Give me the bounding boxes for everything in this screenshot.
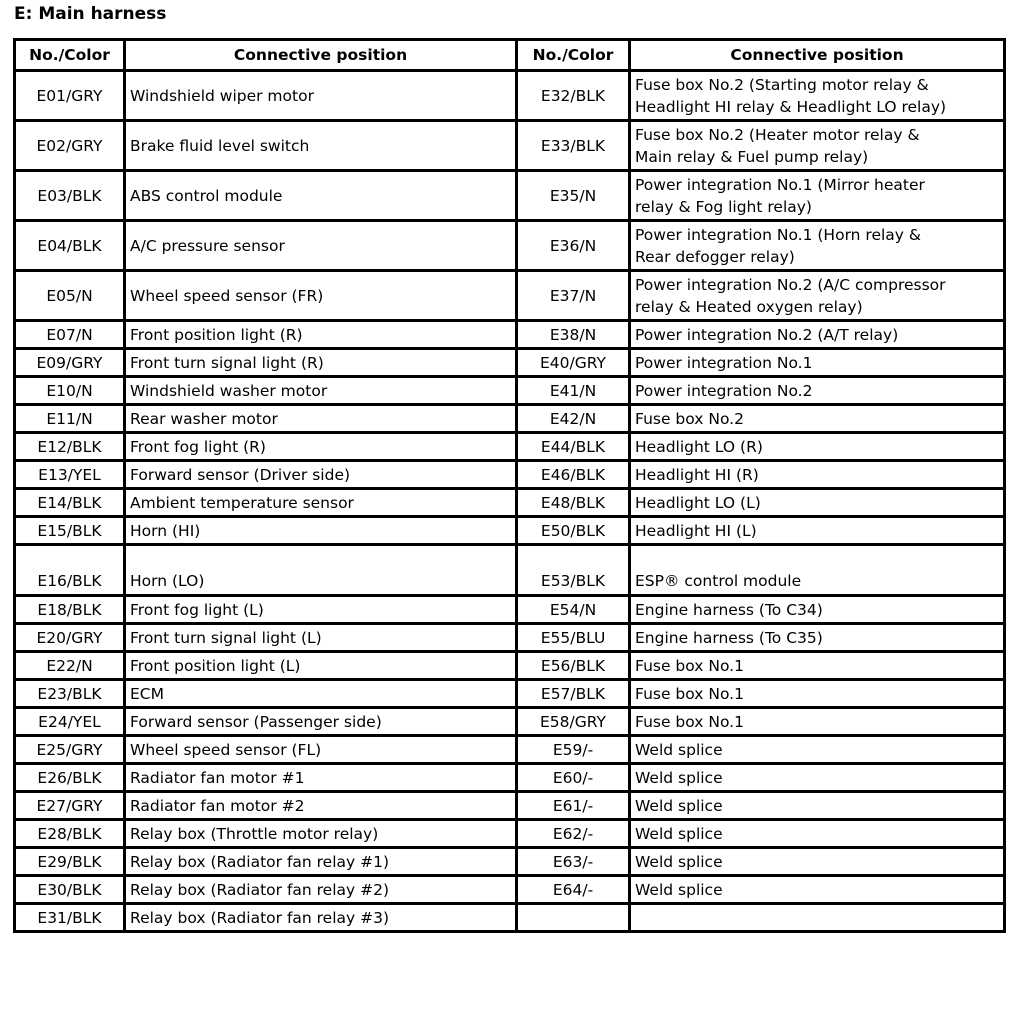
connective-position [630, 221, 1005, 271]
connector-number-color: E33/BLK [517, 121, 630, 171]
table-row [15, 121, 1005, 171]
position-line: Main relay & Fuel pump relay) [635, 147, 869, 166]
position-line: Weld splice [635, 880, 723, 899]
connective-position: Wheel speed sensor (FL) [125, 736, 517, 764]
connector-number-color: E11/N [15, 405, 125, 433]
position-line: Engine harness (To C35) [635, 628, 823, 647]
connective-position: Horn (HI) [125, 517, 517, 545]
table-row [15, 321, 1005, 349]
connector-number-color: E12/BLK [15, 433, 125, 461]
table-row [15, 820, 1005, 848]
connective-position: Horn (LO) [125, 545, 517, 596]
connective-position [630, 680, 1005, 708]
connector-number-color: E28/BLK [15, 820, 125, 848]
connective-position [630, 764, 1005, 792]
connector-number-color: E40/GRY [517, 349, 630, 377]
connector-number-color: E64/- [517, 876, 630, 904]
connector-number-color: E38/N [517, 321, 630, 349]
connector-number-color: E61/- [517, 792, 630, 820]
connector-number-color: E03/BLK [15, 171, 125, 221]
connector-number-color: E53/BLK [517, 545, 630, 596]
connector-table [13, 38, 1006, 933]
connective-position [630, 545, 1005, 596]
connective-position: A/C pressure sensor [125, 221, 517, 271]
table-row [15, 848, 1005, 876]
connector-number-color: E24/YEL [15, 708, 125, 736]
position-line: Fuse box No.2 [635, 409, 744, 428]
table-row [15, 624, 1005, 652]
table-row [15, 596, 1005, 624]
connective-position [630, 321, 1005, 349]
connective-position [630, 848, 1005, 876]
connector-number-color: E44/BLK [517, 433, 630, 461]
connective-position [630, 71, 1005, 121]
connector-number-color: E18/BLK [15, 596, 125, 624]
connector-number-color: E56/BLK [517, 652, 630, 680]
connector-number-color: E36/N [517, 221, 630, 271]
connector-number-color: E62/- [517, 820, 630, 848]
connective-position: ECM [125, 680, 517, 708]
position-line: Weld splice [635, 852, 723, 871]
connective-position: Relay box (Radiator fan relay #1) [125, 848, 517, 876]
column-header-no-color: No./Color [517, 40, 630, 71]
connective-position: Windshield washer motor [125, 377, 517, 405]
position-line: Weld splice [635, 796, 723, 815]
table-row [15, 517, 1005, 545]
connective-position: Relay box (Radiator fan relay #3) [125, 904, 517, 932]
connective-position: Ambient temperature sensor [125, 489, 517, 517]
connector-number-color: E48/BLK [517, 489, 630, 517]
connector-number-color: E50/BLK [517, 517, 630, 545]
connector-number-color: E14/BLK [15, 489, 125, 517]
connective-position [630, 349, 1005, 377]
table-row [15, 349, 1005, 377]
connective-position [630, 736, 1005, 764]
connective-position: Rear washer motor [125, 405, 517, 433]
table-row [15, 876, 1005, 904]
connector-number-color: E59/- [517, 736, 630, 764]
position-line: Engine harness (To C34) [635, 600, 823, 619]
table-row [15, 652, 1005, 680]
connector-number-color: E05/N [15, 271, 125, 321]
position-line: Headlight LO (L) [635, 493, 761, 512]
connective-position: Front position light (R) [125, 321, 517, 349]
table-row [15, 377, 1005, 405]
connective-position [630, 489, 1005, 517]
position-line: Power integration No.1 (Mirror heater [635, 175, 925, 194]
connective-position [630, 461, 1005, 489]
connective-position [630, 792, 1005, 820]
table-row [15, 904, 1005, 932]
connective-position [630, 171, 1005, 221]
connective-position: Front fog light (L) [125, 596, 517, 624]
connector-number-color: E46/BLK [517, 461, 630, 489]
connective-position: Wheel speed sensor (FR) [125, 271, 517, 321]
connector-number-color: E13/YEL [15, 461, 125, 489]
connector-number-color: E30/BLK [15, 876, 125, 904]
connector-number-color: E02/GRY [15, 121, 125, 171]
connector-number-color: E35/N [517, 171, 630, 221]
connector-number-color: E27/GRY [15, 792, 125, 820]
connector-number-color: E20/GRY [15, 624, 125, 652]
connector-number-color: E57/BLK [517, 680, 630, 708]
table-row [15, 171, 1005, 221]
connective-position: Radiator fan motor #2 [125, 792, 517, 820]
position-line: Power integration No.2 (A/C compressor [635, 275, 946, 294]
connector-number-color: E15/BLK [15, 517, 125, 545]
connective-position: Front fog light (R) [125, 433, 517, 461]
column-header-connective-position: Connective position [125, 40, 517, 71]
connector-number-color: E25/GRY [15, 736, 125, 764]
position-line: Weld splice [635, 740, 723, 759]
connective-position [630, 624, 1005, 652]
table-row [15, 71, 1005, 121]
connector-number-color: E60/- [517, 764, 630, 792]
connective-position: Brake fluid level switch [125, 121, 517, 171]
position-line: Headlight HI (L) [635, 521, 757, 540]
column-header-no-color: No./Color [15, 40, 125, 71]
section-title: E: Main harness [14, 4, 167, 24]
position-line: Power integration No.1 [635, 353, 813, 372]
connective-position [630, 121, 1005, 171]
connector-number-color: E42/N [517, 405, 630, 433]
connector-number-color [517, 904, 630, 932]
table-row [15, 271, 1005, 321]
connective-position [630, 405, 1005, 433]
connector-number-color: E09/GRY [15, 349, 125, 377]
connector-number-color: E31/BLK [15, 904, 125, 932]
connective-position [630, 517, 1005, 545]
connector-number-color: E41/N [517, 377, 630, 405]
connective-position: Relay box (Radiator fan relay #2) [125, 876, 517, 904]
column-header-connective-position: Connective position [630, 40, 1005, 71]
connector-number-color: E23/BLK [15, 680, 125, 708]
connective-position [630, 433, 1005, 461]
connective-position: Forward sensor (Passenger side) [125, 708, 517, 736]
connective-position [630, 652, 1005, 680]
position-line: Fuse box No.2 (Heater motor relay & [635, 125, 920, 144]
connective-position: Relay box (Throttle motor relay) [125, 820, 517, 848]
table-row [15, 221, 1005, 271]
connective-position [630, 271, 1005, 321]
table-row [15, 405, 1005, 433]
connective-position [630, 377, 1005, 405]
connective-position: ABS control module [125, 171, 517, 221]
connector-number-color: E29/BLK [15, 848, 125, 876]
position-line: Fuse box No.1 [635, 712, 744, 731]
connective-position [630, 904, 1005, 932]
position-line: Headlight LO (R) [635, 437, 763, 456]
table-row [15, 736, 1005, 764]
position-line: Rear defogger relay) [635, 247, 795, 266]
position-line: Headlight HI (R) [635, 465, 759, 484]
connector-number-color: E01/GRY [15, 71, 125, 121]
connective-position [630, 596, 1005, 624]
connective-position [630, 708, 1005, 736]
connector-number-color: E55/BLU [517, 624, 630, 652]
connector-number-color: E26/BLK [15, 764, 125, 792]
position-line: ESP® control module [635, 572, 802, 590]
connector-number-color: E22/N [15, 652, 125, 680]
table-row [15, 680, 1005, 708]
connector-number-color: E63/- [517, 848, 630, 876]
table-row [15, 489, 1005, 517]
connector-number-color: E54/N [517, 596, 630, 624]
position-line: relay & Heated oxygen relay) [635, 297, 863, 316]
connector-number-color: E58/GRY [517, 708, 630, 736]
connector-number-color: E16/BLK [15, 545, 125, 596]
connective-position: Front turn signal light (R) [125, 349, 517, 377]
table-row [15, 792, 1005, 820]
position-line: Fuse box No.1 [635, 656, 744, 675]
position-line: Power integration No.1 (Horn relay & [635, 225, 921, 244]
position-line: Power integration No.2 [635, 381, 813, 400]
connective-position [630, 876, 1005, 904]
table-row [15, 764, 1005, 792]
connective-position: Forward sensor (Driver side) [125, 461, 517, 489]
connector-number-color: E07/N [15, 321, 125, 349]
table-row [15, 708, 1005, 736]
table-header-row [15, 40, 1005, 71]
table-row [15, 545, 1005, 596]
position-line: Fuse box No.1 [635, 684, 744, 703]
connective-position [630, 820, 1005, 848]
position-line: Weld splice [635, 824, 723, 843]
table-row [15, 461, 1005, 489]
connective-position: Radiator fan motor #1 [125, 764, 517, 792]
connector-number-color: E04/BLK [15, 221, 125, 271]
connective-position: Front position light (L) [125, 652, 517, 680]
connector-number-color: E37/N [517, 271, 630, 321]
position-line: Power integration No.2 (A/T relay) [635, 325, 899, 344]
connective-position: Windshield wiper motor [125, 71, 517, 121]
position-line: Fuse box No.2 (Starting motor relay & [635, 75, 929, 94]
connective-position: Front turn signal light (L) [125, 624, 517, 652]
position-line: Headlight HI relay & Headlight LO relay) [635, 97, 947, 116]
position-line: relay & Fog light relay) [635, 197, 812, 216]
table-row [15, 433, 1005, 461]
connector-number-color: E32/BLK [517, 71, 630, 121]
connector-number-color: E10/N [15, 377, 125, 405]
position-line: Weld splice [635, 768, 723, 787]
